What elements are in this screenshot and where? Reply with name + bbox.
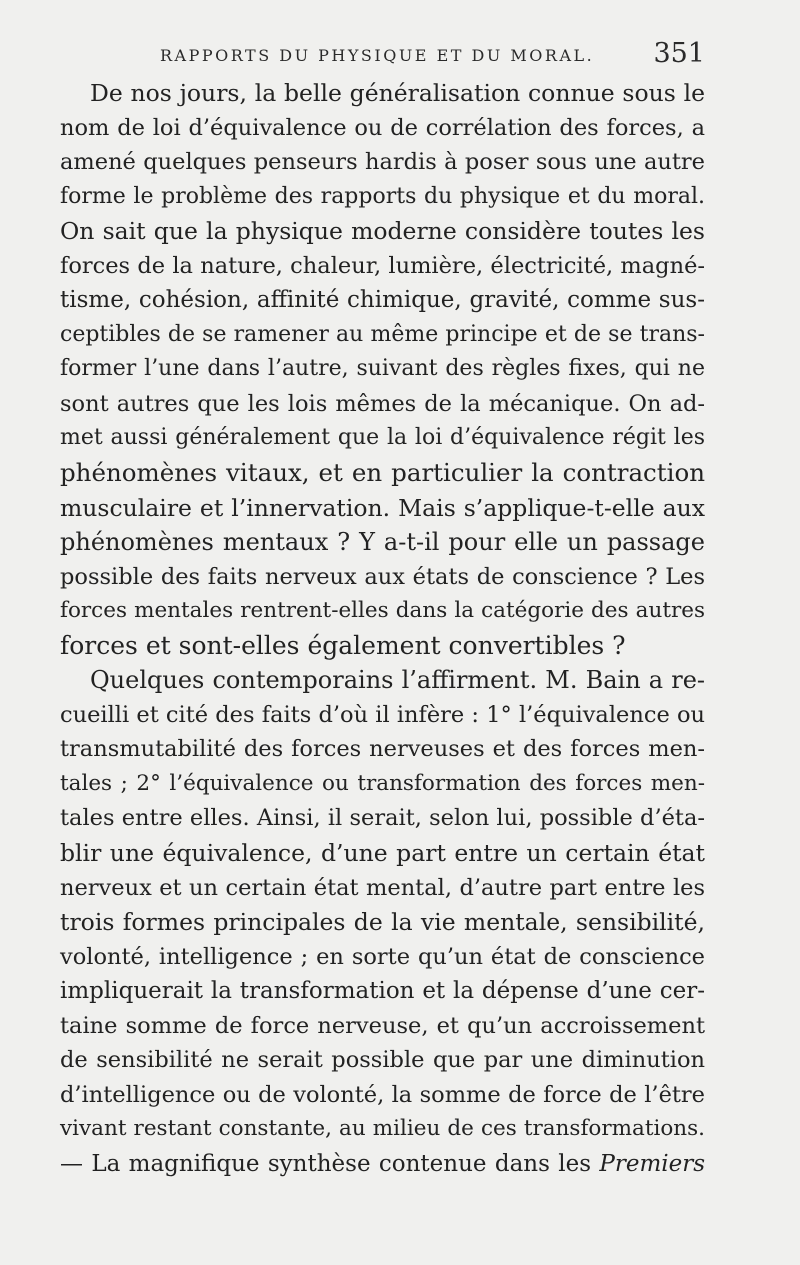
text-line: trois formes principales de la vie mentale, sensibilité,	[60, 908, 705, 937]
text-line: On sait que la physique moderne considère toutes les	[60, 217, 705, 246]
text-line: amené quelques penseurs hardis à poser sous une autre	[60, 149, 705, 176]
final-line-roman: — La magnifique synthèse contenue dans les	[60, 1150, 592, 1177]
text-line: former l’une dans l’autre, suivant des règles fixes, qui ne	[60, 356, 705, 382]
text-line: cueilli et cité des faits d’où il infère : 1° l’équivalence ou	[60, 701, 705, 728]
text-line: Quelques contemporains l’affirment. M. Bain a re-	[90, 666, 705, 695]
text-line: vivant restant constante, au milieu de ces transformations.	[60, 1116, 705, 1142]
text-line: volonté, intelligence ; en sorte qu’un état de conscience	[60, 943, 705, 970]
text-line: tales entre elles. Ainsi, il serait, selon lui, possible d’éta-	[60, 805, 705, 832]
text-line: forces et sont-elles également convertibles ?	[60, 630, 626, 660]
text-line: forme le problème des rapports du physique et du moral.	[60, 183, 705, 209]
text-line-final	[60, 1147, 705, 1182]
running-title: RAPPORTS DU PHYSIQUE ET DU MORAL.	[160, 46, 595, 65]
text-line: tisme, cohésion, affinité chimique, gravité, comme sus-	[60, 287, 705, 314]
text-line: taine somme de force nerveuse, et qu’un accroissement	[60, 1012, 705, 1039]
body-text	[60, 76, 705, 1182]
text-line: nerveux et un certain état mental, d’autre part entre les	[60, 874, 705, 901]
text-line: phénomènes mentaux ? Y a-t-il pour elle un passage	[60, 528, 705, 557]
text-line: possible des faits nerveux aux états de conscience ? Les	[60, 563, 705, 590]
text-line: de sensibilité ne serait possible que par une diminution	[60, 1047, 705, 1074]
text-line: phénomènes vitaux, et en particulier la contraction	[60, 458, 705, 488]
text-line: tales ; 2° l’équivalence ou transformation des forces men-	[60, 770, 705, 796]
text-line: forces mentales rentrent-elles dans la catégorie des autres	[60, 598, 705, 624]
text-line: impliquerait la transformation et la dépense d’une cer-	[60, 978, 705, 1005]
text-line: nom de loi d’équivalence ou de corrélation des forces, a	[60, 114, 705, 141]
text-line: transmutabilité des forces nerveuses et des forces men-	[60, 736, 705, 763]
text-line: sont autres que les lois mêmes de la mécanique. On ad-	[60, 390, 705, 417]
running-head	[160, 38, 705, 74]
text-line: ceptibles de se ramener au même principe et de se trans-	[60, 321, 705, 347]
text-line: blir une équivalence, d’une part entre un certain état	[60, 839, 705, 868]
text-line: met aussi généralement que la loi d’équivalence régit les	[60, 425, 705, 451]
text-line: d’intelligence ou de volonté, la somme de force de l’être	[60, 1081, 705, 1108]
text-line: De nos jours, la belle généralisation connue sous le	[90, 79, 705, 107]
text-line: musculaire et l’innervation. Mais s’applique-t-elle aux	[60, 493, 705, 522]
italic-title-word: Premiers	[599, 1150, 706, 1177]
page-number: 351	[653, 38, 705, 69]
text-line: forces de la nature, chaleur, lumière, électricité, magné-	[60, 252, 705, 279]
